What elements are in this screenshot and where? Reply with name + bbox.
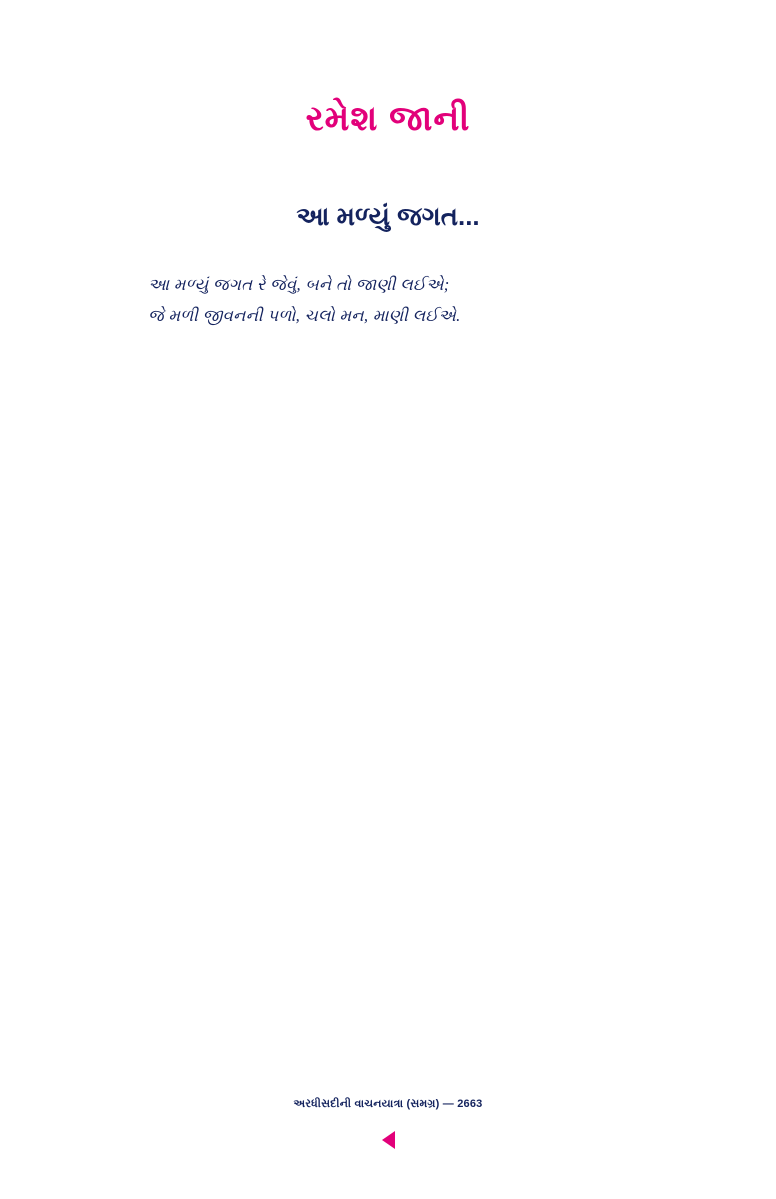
page-title: આ મળ્યું જગત... xyxy=(296,201,480,231)
footer-citation: અરધીસદીની વાચનયાત્રા (સમગ્ર) — 2663 xyxy=(293,1098,483,1110)
poem-line: જે મળી જીવનની પળો, ચલો મન, માણી લઈએ. xyxy=(148,305,461,325)
previous-page-button[interactable] xyxy=(377,1129,399,1151)
author-name: રમેશ જાની xyxy=(305,99,471,138)
poem-line: આ મળ્યું જગત રે જેવું, બને તો જાણી લઈએ; xyxy=(148,275,450,294)
triangle-left-icon xyxy=(382,1131,395,1149)
poem-body xyxy=(148,270,648,331)
